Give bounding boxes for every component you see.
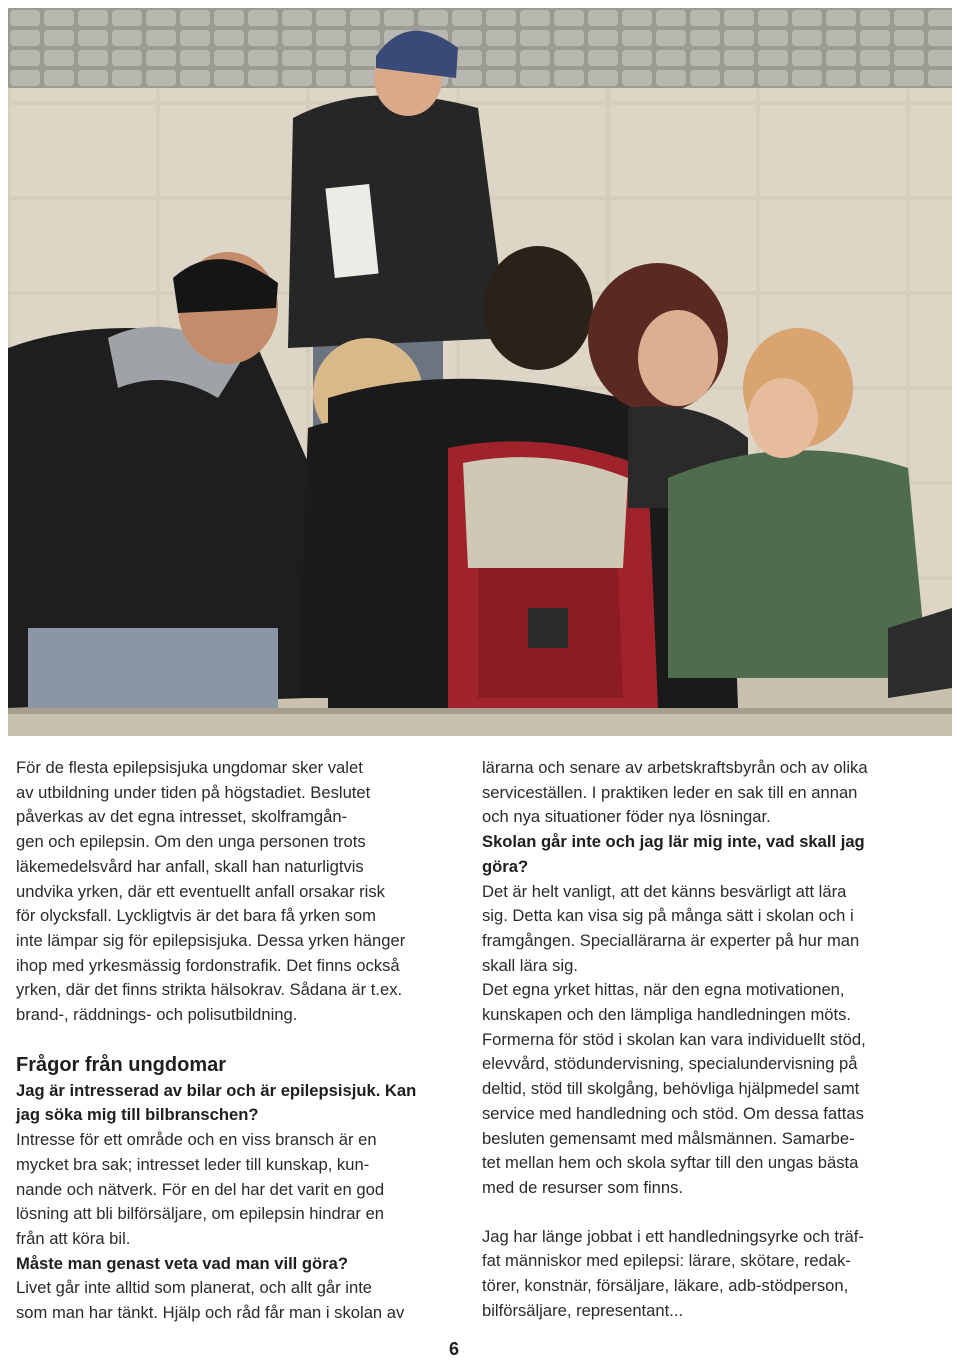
right-text-column [482,756,932,1323]
answer-3: Det är helt vanligt, att det känns besvärligt att lära sig. Detta kan visa sig på många sätt i skolan och i framgången. Speciallärarna är experter på hur man skall lära sig. Det egna yrket hittas, när den egna motivationen, kunskapen och den lämpliga handledningen möts. Formerna för stöd i skolan kan vara individuellt stöd, elevvård, stödundervisning, specialundervisning på deltid, stöd till skolgång, behövliga hjälpmedel samt service med handledning och stöd. Om dessa fattas besluten gemensamt med målsmännen. Samarbe- tet mellan hem och skola syftar till den ungas bästa med de resurser som finns. [482,881,866,1197]
intro-paragraph: För de flesta epilepsisjuka ungdomar sker valet av utbildning under tiden på högstadiet. Beslutet påverkas av det egna intresset, skolframgån- gen och epilepsin. Om den unga personen trots läkemedelsvård har anfall, skall han naturligtvis undvika yrken, där ett eventuellt anfall orsakar risk för olycksfall. Lyckligtvis är det bara få yrken som inte lämpar sig för epilepsisjuka. Dessa yrken hänger ihop med yrkesmässig fordonstrafik. Det finns också yrken, där det finns strikta hälsokrav. Sådana är t.ex. brand-, räddnings- och polisutbildning. [16,758,406,1025]
question-3: Skolan går inte och jag lär mig inte, vad skall jag göra? [482,832,865,876]
section-heading: Frågor från ungdomar [16,1053,227,1076]
closing-paragraph: Jag har länge jobbat i ett handledningsyrke och träf- fat människor med epilepsi: lärare, skötare, redak- törer, konstnär, försäljare, läkare, adb-stödperson, bilförsäljare, representant... [482,1226,864,1320]
paragraph-spacer [482,1201,932,1225]
answer-1: Intresse för ett område och en viss bransch är en mycket bra sak; intresset leder till kunskap, kun- nande och nätverk. För en del har det varit en god lösning att bli bilförsäljare, om epilepsin hindrar en från att köra bil. [16,1130,385,1248]
question-2: Måste man genast veta vad man vill göra? [16,1253,348,1273]
left-text-column [16,756,456,1326]
page-number: 6 [449,1339,460,1359]
answer-2: Livet går inte alltid som planerat, och allt går inte som man har tänkt. Hjälp och råd får man i skolan av [16,1278,405,1323]
cover-photo [8,8,952,736]
question-1: Jag är intresserad av bilar och är epilepsisjuk. Kan jag söka mig till bilbranschen? [16,1080,417,1125]
students-sitting-photo [8,8,952,736]
answer-2-continued: lärarna och senare av arbetskraftsbyrån och av olika serviceställen. I praktiken leder en sak till en annan och nya situationer föder nya lösningar. [482,758,868,827]
